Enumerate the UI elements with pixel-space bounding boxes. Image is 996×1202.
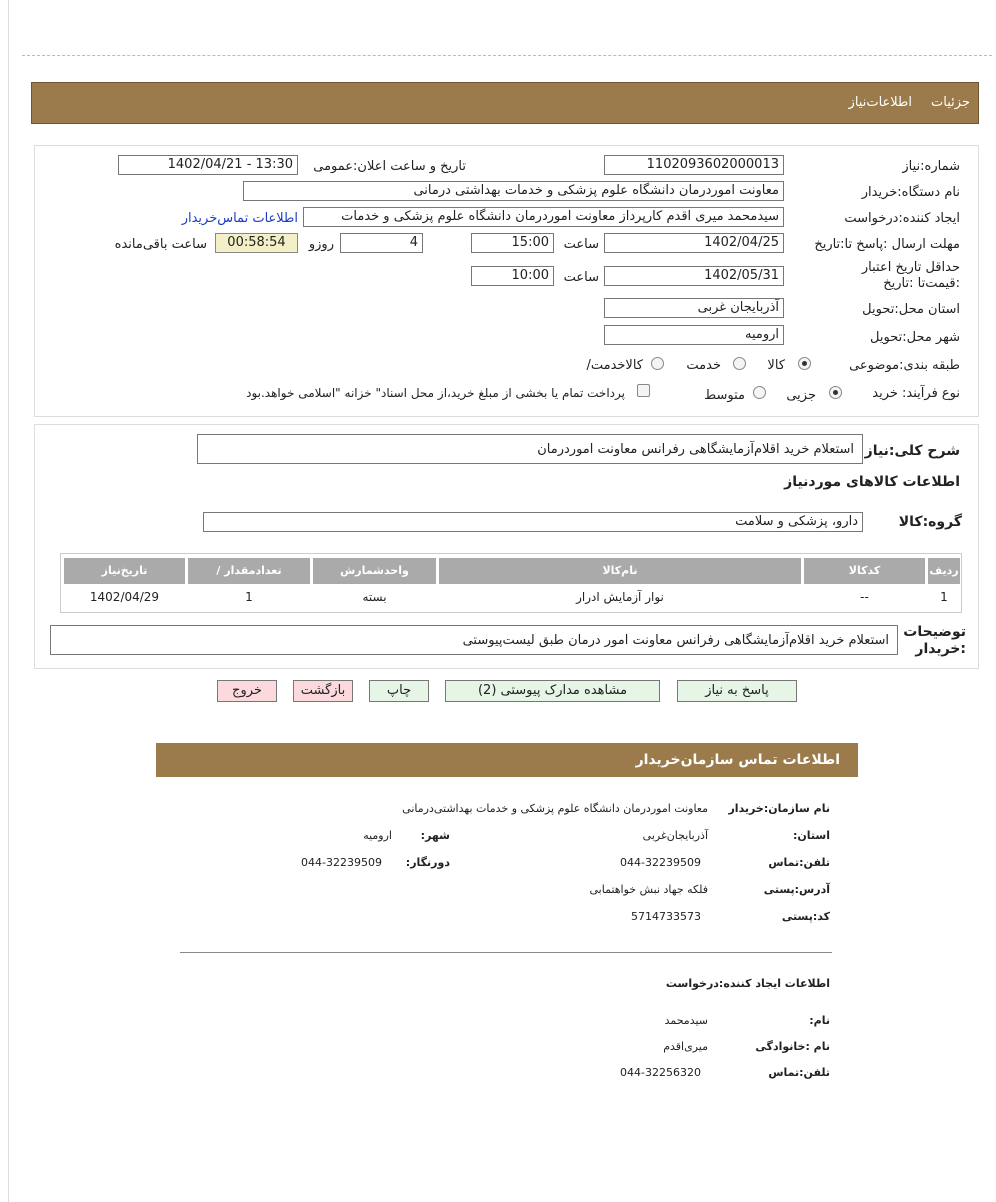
tab-need-info[interactable]: اطلاعات‌نیاز bbox=[848, 95, 912, 110]
postal-label: کد:پستی bbox=[781, 910, 830, 923]
creator-phone-label: تلفن:تماس bbox=[768, 1066, 830, 1079]
cell-unit: بسته bbox=[362, 590, 387, 604]
contact-divider bbox=[180, 952, 832, 953]
announce-field: 1402/04/21 - 13:30 bbox=[118, 155, 298, 175]
phone-label: تلفن:تماس bbox=[768, 856, 830, 869]
remaining-timer: 00:58:54 bbox=[215, 233, 298, 253]
back-button[interactable]: بازگشت bbox=[293, 680, 353, 702]
category-option-goods: کالا bbox=[767, 358, 785, 373]
creator-info-title: اطلاعات ایجاد کننده:درخواست bbox=[665, 977, 830, 990]
exit-button[interactable]: خروج bbox=[217, 680, 277, 702]
phone-value: 044-32239509 bbox=[620, 856, 701, 869]
days-field: 4 bbox=[340, 233, 423, 253]
col-unit: واحدشمارش bbox=[313, 558, 436, 584]
postal-value: 5714733573 bbox=[631, 910, 701, 923]
family-label: نام :خانوادگی bbox=[755, 1040, 830, 1053]
validity-label: حداقل تاریخ اعتبار :قیمت‌تا :تاریخ bbox=[861, 260, 960, 291]
treasury-checkbox[interactable] bbox=[637, 384, 650, 397]
need-number-field: 1102093602000013 bbox=[604, 155, 784, 175]
deadline-label: مهلت ارسال :پاسخ تا:تاریخ bbox=[814, 237, 960, 252]
family-value: میری‌اقدم bbox=[663, 1040, 708, 1053]
buyer-contact-link[interactable]: اطلاعات تماس‌خریدار bbox=[181, 211, 298, 226]
col-qty: / تعدادمقدار bbox=[188, 558, 310, 584]
cell-row: 1 bbox=[940, 590, 948, 604]
name-label: :نام bbox=[809, 1014, 830, 1027]
name-value: سیدمحمد bbox=[664, 1014, 708, 1027]
fax-label: :دورنگار bbox=[405, 856, 450, 869]
category-radio-service[interactable] bbox=[733, 357, 746, 370]
cell-name: نوار آزمایش ادرار bbox=[576, 590, 664, 604]
process-radio-medium[interactable] bbox=[753, 386, 766, 399]
org-value: معاونت اموردرمان دانشگاه علوم پزشکی و خدمات بهداشتی‌درمانی bbox=[402, 802, 708, 815]
col-name: نام‌کالا bbox=[439, 558, 801, 584]
deadline-time-field: 15:00 bbox=[471, 233, 554, 253]
category-option-service: خدمت bbox=[686, 358, 721, 373]
validity-time-field: 10:00 bbox=[471, 266, 554, 286]
desc-field: استعلام خرید اقلام‌آزمایشگاهی رفرانس معاونت اموردرمان bbox=[197, 434, 863, 464]
category-radio-goods[interactable] bbox=[798, 357, 811, 370]
address-label: آدرس:پستی bbox=[763, 883, 830, 896]
desc-label: شرح کلی:نیاز bbox=[864, 443, 960, 459]
col-date: تاریخ‌نیاز bbox=[64, 558, 185, 584]
creator-label: ایجاد کننده:درخواست bbox=[844, 211, 960, 226]
process-option-medium: متوسط bbox=[704, 388, 745, 403]
days-label: روزو bbox=[308, 237, 334, 252]
process-radio-minor[interactable] bbox=[829, 386, 842, 399]
deadline-date-field: 1402/04/25 bbox=[604, 233, 784, 253]
contact-header bbox=[156, 743, 858, 777]
process-option-minor: جزیی bbox=[786, 388, 816, 403]
buyer-label: نام دستگاه:خریدار bbox=[861, 185, 960, 200]
fax-value: 044-32239509 bbox=[301, 856, 382, 869]
notes-label: توضیحات :خریدار bbox=[903, 624, 966, 657]
group-field: دارو، پزشکی و سلامت bbox=[203, 512, 863, 532]
left-border bbox=[8, 0, 9, 1202]
org-label: نام سازمان:خریدار bbox=[728, 802, 830, 815]
print-button[interactable]: چاپ bbox=[369, 680, 429, 702]
category-radio-both[interactable] bbox=[651, 357, 664, 370]
province-field: آذربایجان غربی bbox=[604, 298, 784, 318]
deadline-time-label: ساعت bbox=[563, 237, 599, 252]
announce-label: تاریخ و ساعت اعلان:عمومی bbox=[313, 159, 466, 174]
process-label: نوع فرآیند: خرید bbox=[872, 386, 960, 401]
col-code: کدکالا bbox=[804, 558, 925, 584]
contact-title: اطلاعات تماس سازمان‌خریدار bbox=[635, 752, 840, 768]
attachments-button[interactable]: مشاهده مدارک پیوستی (2) bbox=[445, 680, 660, 702]
contact-city-value: ارومیه bbox=[363, 829, 392, 842]
need-number-label: شماره:نیاز bbox=[902, 159, 960, 174]
address-value: فلکه جهاد نبش خواهتمابی bbox=[589, 883, 708, 896]
validity-date-field: 1402/05/31 bbox=[604, 266, 784, 286]
category-option-both: /کالاخدمت bbox=[586, 358, 643, 373]
contact-province-value: آذربایجان‌غربی bbox=[642, 829, 708, 842]
reply-button[interactable]: پاسخ به نیاز bbox=[677, 680, 797, 702]
goods-info-title: اطلاعات کالاهای موردنیاز bbox=[784, 474, 960, 490]
cell-qty: 1 bbox=[245, 590, 253, 604]
category-label: طبقه بندی:موضوعی bbox=[849, 358, 960, 373]
creator-field: سیدمحمد میری اقدم کارپرداز معاونت امور‌درمان دانشگاه علوم پزشکی و خدمات bbox=[303, 207, 784, 227]
city-label: شهر محل:تحویل bbox=[870, 330, 960, 345]
notes-field: استعلام خرید اقلام‌آزمایشگاهی رفرانس معاونت امور درمان طبق لیست‌پیوستی bbox=[50, 625, 898, 655]
cell-date: 1402/04/29 bbox=[89, 590, 160, 604]
contact-city-label: :شهر bbox=[420, 829, 450, 842]
tab-details[interactable]: جزئيات bbox=[931, 95, 970, 110]
cell-code: -- bbox=[860, 590, 869, 604]
payment-note: پرداخت تمام یا بخشی از مبلغ خرید،از محل اسناد" خزانه "اسلامی خواهد.بود bbox=[246, 386, 625, 400]
province-label: استان محل:تحویل bbox=[862, 302, 960, 317]
header-bar bbox=[31, 82, 979, 124]
validity-time-label: ساعت bbox=[563, 270, 599, 285]
buyer-field: معاونت امور‌درمان دانشگاه علوم پزشکی و خدمات بهداشتی درمانی bbox=[243, 181, 784, 201]
city-field: ارومیه bbox=[604, 325, 784, 345]
divider bbox=[22, 55, 992, 56]
col-row: ردیف bbox=[928, 558, 960, 584]
group-label: گروه:کالا bbox=[898, 514, 962, 530]
contact-province-label: :استان bbox=[792, 829, 830, 842]
creator-phone-value: 044-32256320 bbox=[620, 1066, 701, 1079]
remaining-label: ساعت باقی‌مانده bbox=[114, 237, 207, 252]
